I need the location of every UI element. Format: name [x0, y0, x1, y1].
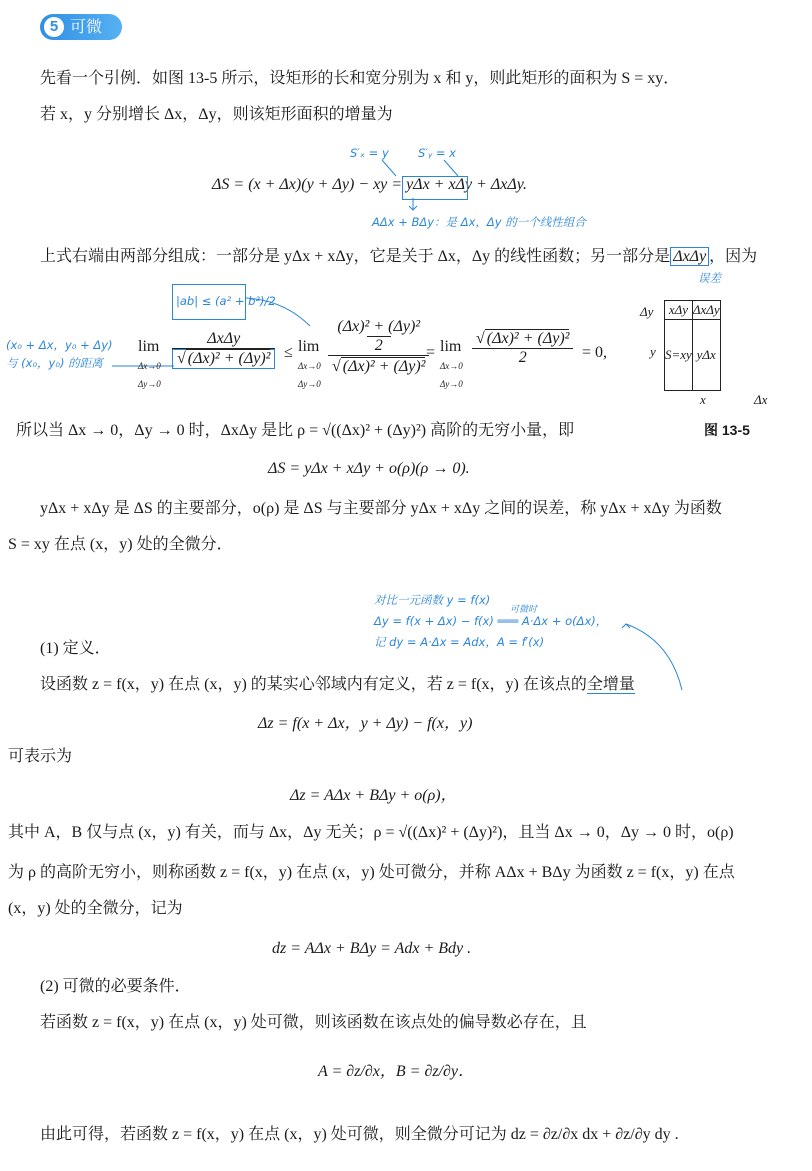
section-number: 5	[44, 17, 64, 37]
limit-expression	[138, 318, 618, 398]
equals-sign-1: =	[426, 344, 436, 361]
definition-heading: (1) 定义．	[40, 640, 111, 657]
leq-sign: ≤	[284, 344, 293, 361]
definition-p1-main: 设函数 z = f(x，y) 在点 (x，y) 的某实心邻域内有定义，若 z = f(x，y) 在该点的	[40, 676, 587, 693]
limit-2: lim Δx→0 Δy→0	[298, 338, 321, 389]
note-ab-inequality: |ab| ≤ (a² + b²)/2	[176, 294, 276, 308]
section-title: 可微	[70, 17, 103, 36]
formula-delta-z-repr: Δz = AΔx + BΔy + o(ρ)，	[290, 787, 457, 804]
limit-2-fraction: (Δx)² + (Δy)² 2 √ (Δx)² + (Δy)²	[328, 318, 429, 378]
limit-1-fraction: ΔxΔy √ (Δx)² + (Δy)²	[172, 330, 275, 369]
fig-cell-s-xy: S=xy	[665, 320, 693, 391]
necessary-heading: (2) 可微的必要条件．	[40, 978, 191, 995]
fig-cell-x-dy: xΔy	[665, 301, 693, 320]
formula-delta-s: ΔS = (x + Δx)(y + Δy) − xy = yΔx + xΔy + ΔxΔy.	[212, 176, 527, 193]
linear-part-box	[402, 176, 468, 200]
fig-label-dx: Δx	[754, 392, 768, 407]
fig-label-dy: Δy	[640, 304, 654, 319]
definition-paragraph-5: (x，y) 处的全微分，记为	[8, 900, 183, 917]
definition-paragraph-1	[40, 674, 635, 696]
note-partial-sy: S′ᵧ = x	[418, 146, 456, 160]
definition-paragraph-2: 可表示为	[8, 748, 73, 765]
intro-paragraph-3	[40, 246, 757, 268]
fig-label-x: x	[700, 392, 706, 407]
fig-cell-dx-dy: ΔxΔy	[692, 301, 720, 320]
formula-total-differential: dz = AΔx + BΔy = Adx + Bdy .	[272, 940, 472, 957]
formula-partials: A = ∂z/∂x，B = ∂z/∂y．	[318, 1063, 475, 1080]
compare-note-line-1: 对比一元函数 y = f(x)	[374, 593, 491, 607]
definition-total-increment: 全增量	[586, 676, 635, 693]
figure-caption: 图 13-5	[704, 422, 750, 438]
intro-paragraph-4: 所以当 Δx → 0，Δy → 0 时，ΔxΔy 是比 ρ = √((Δx)² + (Δy)²) 高阶的无穷小量，即	[16, 422, 575, 439]
note-linear-combination: AΔx + BΔy：是 Δx，Δy 的一个线性组合	[372, 215, 586, 229]
necessary-paragraph-1: 若函数 z = f(x，y) 在点 (x，y) 处可微，则该函数在该点处的偏导数必存在，且	[40, 1014, 587, 1031]
formula-delta-z-def: Δz = f(x + Δx，y + Δy) − f(x，y)	[258, 715, 473, 732]
intro-paragraph-5-line-2: S = xy 在点 (x，y) 处的全微分．	[8, 536, 233, 553]
intro-paragraph-5-line-1: yΔx + xΔy 是 ΔS 的主要部分，o(ρ) 是 ΔS 与主要部分 yΔx + xΔy 之间的误差，称 yΔx + xΔy 为函数	[40, 500, 722, 517]
formula-delta-s-o: ΔS = yΔx + xΔy + o(ρ)(ρ → 0).	[268, 460, 470, 477]
note-arrow-down	[405, 198, 425, 214]
compare-note-over: 可微时	[510, 605, 538, 615]
fig-cell-y-dx: yΔx	[692, 320, 720, 391]
note-distance: (x₀ + Δx，y₀ + Δy) 与 (x₀，y₀) 的距离	[6, 338, 113, 370]
compare-note-line-2: Δy = f(x + Δx) − f(x) ═══ A·Δx + o(Δx)，	[374, 614, 608, 628]
error-term-box: ΔxΔy	[670, 247, 709, 266]
limit-1: lim Δx→0 Δy→0	[138, 338, 161, 389]
intro-paragraph-2: 若 x，y 分别增长 Δx，Δy，则该矩形面积的增量为	[40, 106, 393, 123]
paragraph-3-main: 上式右端由两部分组成：一部分是 yΔx + xΔy，它是关于 Δx，Δy 的线性函数；另一部分是	[40, 248, 671, 265]
limit-3: lim Δx→0 Δy→0	[440, 338, 463, 389]
fig-rectangle	[664, 300, 721, 391]
note-partial-sx: S′ₓ = y	[350, 146, 389, 160]
definition-paragraph-4: 为 ρ 的高阶无穷小，则称函数 z = f(x，y) 在点 (x，y) 处可微分，并称 AΔx + BΔy 为函数 z = f(x，y) 在点	[8, 864, 735, 881]
intro-paragraph-1: 先看一个引例．如图 13-5 所示，设矩形的长和宽分别为 x 和 y，则此矩形的面积为 S = xy．	[40, 70, 680, 87]
limit-3-fraction: √ (Δx)² + (Δy)² 2	[472, 330, 573, 367]
paragraph-3-end: ，因为	[709, 248, 758, 265]
necessary-paragraph-2: 由此可得，若函数 z = f(x，y) 在点 (x，y) 处可微，则全微分可记为 dz = ∂z/∂x dx + ∂z/∂y dy .	[40, 1126, 679, 1143]
section-badge	[40, 14, 122, 40]
definition-paragraph-3: 其中 A，B 仅与点 (x，y) 有关，而与 Δx，Δy 无关；ρ = √((Δx)² + (Δy)²)，且当 Δx → 0，Δy → 0 时，o(ρ)	[8, 824, 734, 841]
compare-note-line-3: 记 dy = A·Δx = Adx，A = f′(x)	[374, 635, 545, 649]
equals-zero: = 0,	[582, 344, 608, 361]
fig-label-y: y	[650, 344, 656, 359]
note-error: 误差	[698, 271, 721, 285]
